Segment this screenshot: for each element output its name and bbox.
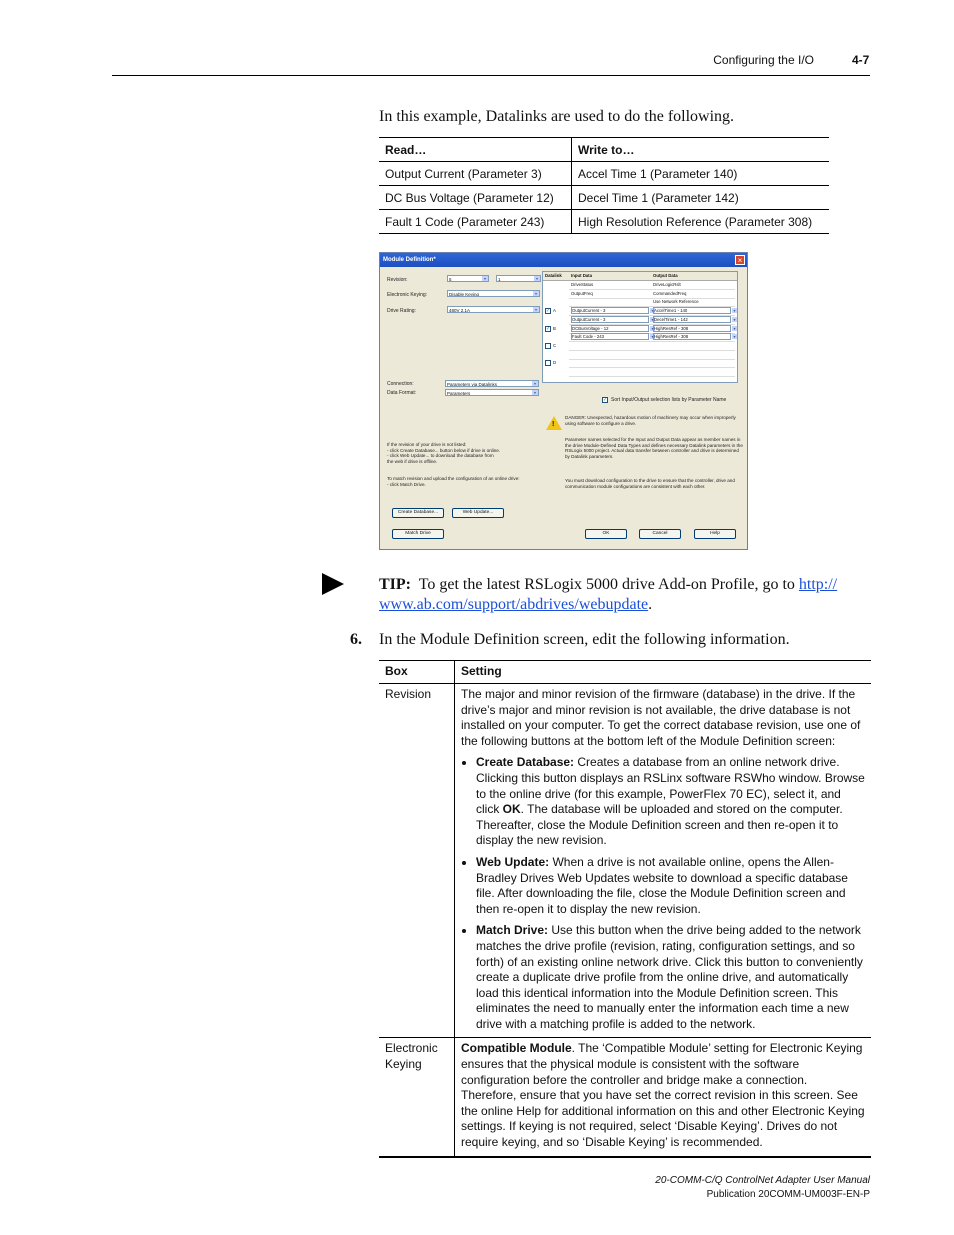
- box-keying: Electronic Keying: [379, 1038, 455, 1157]
- format-select[interactable]: [445, 389, 539, 396]
- output-data-cell[interactable]: AccelTime1 - 140: [653, 307, 731, 314]
- connection-label: Connection:: [387, 381, 414, 387]
- cancel-button[interactable]: Cancel: [639, 529, 681, 539]
- read-write-table: [379, 137, 829, 234]
- col-header-setting: Setting: [455, 661, 872, 684]
- chevron-down-icon[interactable]: ▾: [733, 308, 736, 314]
- table-row: [379, 1038, 871, 1157]
- sort-checkbox[interactable]: ✓: [603, 397, 608, 403]
- bullet-bold: OK: [502, 802, 521, 817]
- danger-text: DANGER: Unexpected, hazardous motion of machinery may occur when improperly using software to configure a drive.: [565, 415, 736, 426]
- datalink-letter: D: [553, 360, 557, 366]
- datalink-grid: [542, 271, 738, 383]
- link-part-2: www.ab.com/support/abdrives/webupdate: [379, 596, 649, 613]
- connection-select[interactable]: [445, 380, 539, 387]
- link-part-1: http://: [798, 576, 838, 593]
- sort-label: Sort Input/Output selection lists by Parameter Name: [611, 397, 727, 403]
- chevron-down-icon[interactable]: ▾: [733, 334, 736, 340]
- table-cell: Fault 1 Code (Parameter 243): [379, 210, 572, 234]
- dialog-title: Module Definition*: [380, 253, 747, 267]
- table-cell: Output Current (Parameter 3): [379, 162, 572, 186]
- create-database-button[interactable]: Create Database...: [392, 508, 444, 518]
- help-revision-text: If the revision of your drive is not listed: - click Create Database... button below if drive is online. - click Web Update... to download the database from the web if drive is offline.: [387, 442, 501, 464]
- chevron-down-icon[interactable]: ▾: [733, 325, 736, 331]
- bullet-term: Web Update:: [476, 854, 550, 869]
- table-cell: High Resolution Reference (Parameter 308): [572, 210, 830, 234]
- grid-row-line: [569, 367, 735, 368]
- button-list: [461, 755, 865, 1032]
- table-row: [379, 186, 829, 210]
- grid-header-datalink: Datalink: [545, 273, 562, 278]
- bullet-term: Create Database:: [476, 755, 575, 770]
- running-header: Configuring the I/O: [713, 53, 814, 67]
- intro-text: In this example, Datalinks are used to do the following.: [379, 108, 735, 125]
- col-header-read: Read…: [379, 138, 572, 162]
- setting-keying: [455, 1038, 872, 1157]
- box-revision: Revision: [379, 684, 455, 1038]
- table-cell: Accel Time 1 (Parameter 140): [572, 162, 830, 186]
- col-header-write: Write to…: [572, 138, 830, 162]
- input-data-cell: OutputFreq: [571, 290, 593, 296]
- step-number: 6.: [350, 631, 362, 648]
- list-item: [476, 755, 865, 849]
- step-6: [350, 631, 790, 649]
- keying-select[interactable]: [447, 290, 540, 297]
- page-number: 4-7: [852, 53, 870, 67]
- input-data-cell[interactable]: OutputCurrent - 3: [571, 316, 649, 323]
- chevron-down-icon: ▾: [533, 390, 536, 395]
- close-icon[interactable]: ×: [735, 255, 745, 265]
- setting-revision: [455, 684, 872, 1038]
- revision-label: Revision:: [387, 277, 408, 283]
- table-row: [379, 210, 829, 234]
- chevron-down-icon: ▾: [534, 291, 537, 296]
- footer-manual: 20-COMM-C/Q ControlNet Adapter User Manual: [655, 1175, 870, 1186]
- grid-row-line: [569, 359, 735, 360]
- input-data-cell[interactable]: DCBusVoltage - 12: [571, 325, 649, 332]
- list-item: [476, 855, 865, 917]
- revision-minor-select[interactable]: [496, 275, 541, 282]
- box-setting-table: [379, 660, 871, 1158]
- table-row: [379, 162, 829, 186]
- input-data-cell: DriveStatus: [571, 282, 594, 287]
- bullet-text: Use this button when the drive being added to the network matches the drive profile (revision, rating, configuration settings, and so forth) of an existing online network drive. Click this button to conveniently create a duplicate drive profile from the online drive, and automatically load this identical information into the Module Definition screen. This eliminates the need to manually enter the information each time a new drive with a matching profile is added to the network.: [476, 923, 863, 1031]
- output-data-cell: CommandedFreq: [653, 290, 687, 296]
- chevron-down-icon: ▾: [483, 276, 486, 281]
- note-download: You must download configuration to the drive to ensure that the controller, drive and communication module configurations are consistent with each other.: [565, 478, 735, 489]
- datalink-checkbox[interactable]: ✓: [546, 308, 551, 315]
- bullet-text: When a drive is not available online, opens the Allen-Bradley Drives Web Updates website to download a specific database file. After downloading the file, close the Module Definition screen and then re-open it to display the new revision.: [476, 854, 848, 916]
- output-data-cell: Use Network Reference: [653, 299, 699, 305]
- tip-text: To get the latest RSLogix 5000 drive Add-on Profile, go to: [418, 576, 799, 593]
- footer-publication: Publication 20COMM-UM003F-EN-P: [706, 1189, 870, 1200]
- keying-label: Electronic Keying:: [387, 292, 428, 298]
- grid-row-line: [569, 341, 735, 342]
- revision-major-value: 5: [449, 277, 452, 282]
- bullet-text: Creates a database from an online network drive. Clicking this button displays an RSLinx software RSWho window. Browse to the online drive (for this example, PowerFlex 70 EC), select it, and click: [476, 755, 865, 817]
- help-match-text: To match revision and upload the configuration of an online drive: - click Match Drive.: [387, 476, 520, 487]
- tip-text-block: [379, 575, 871, 615]
- table-row: [379, 684, 871, 1038]
- output-data-cell[interactable]: DecelTime1 - 142: [653, 316, 731, 323]
- col-header-box: Box: [379, 661, 455, 684]
- grid-row-line: [569, 376, 735, 377]
- rating-value: 480V 2.1A: [449, 308, 471, 313]
- grid-header-output: Output Data: [653, 273, 678, 278]
- keying-term: Compatible Module: [461, 1041, 572, 1056]
- warning-mark: !: [552, 421, 555, 428]
- header-rule: [112, 75, 870, 76]
- output-data-cell: DriveLogicRslt: [653, 282, 681, 287]
- chevron-down-icon[interactable]: ▾: [651, 316, 654, 322]
- input-data-cell[interactable]: Fault Code - 243: [571, 333, 649, 340]
- input-data-cell[interactable]: OutputCurrent - 3: [571, 307, 649, 314]
- rating-select[interactable]: [447, 306, 540, 313]
- output-data-cell[interactable]: HighResRef - 308: [653, 325, 731, 332]
- chevron-down-icon[interactable]: ▾: [651, 325, 654, 331]
- tip-end: .: [648, 596, 653, 613]
- table-cell: DC Bus Voltage (Parameter 12): [379, 186, 572, 210]
- grid-row-line: [569, 350, 735, 351]
- tip-label: TIP:: [379, 576, 411, 593]
- grid-header-input: Input Data: [571, 273, 593, 278]
- datalink-checkbox[interactable]: [545, 360, 551, 366]
- connection-value: Parameters via Datalinks: [447, 382, 498, 387]
- chevron-down-icon[interactable]: ▾: [651, 334, 654, 340]
- match-drive-button[interactable]: Match Drive: [392, 529, 444, 539]
- keying-value: Disable Keying: [449, 292, 480, 297]
- format-value: Parameters: [447, 391, 471, 396]
- bullet-text: . The database will be uploaded and stored on the computer. Thereafter, close the Module Definition screen and then re-open it to display the new revision.: [476, 802, 843, 848]
- list-item: [476, 923, 865, 1032]
- step-text: In the Module Definition screen, edit the following information.: [379, 631, 790, 648]
- ok-button[interactable]: OK: [585, 529, 627, 539]
- output-data-cell[interactable]: HighResRef - 308: [653, 333, 731, 340]
- help-button[interactable]: Help: [694, 529, 736, 539]
- rating-label: Drive Rating:: [387, 308, 416, 314]
- note-parameters: Parameter names selected for the Input and Output Data appear as member names in the drive Module-Defined Data Types and defines necessary Datalink parameters in the RSLogix 5000 project. Actual data transfer between controller and drive is determined by Datalink parameters.: [565, 437, 743, 459]
- chevron-down-icon[interactable]: ▾: [651, 308, 654, 314]
- datalink-letter: B: [553, 325, 556, 331]
- datalink-checkbox[interactable]: [545, 343, 551, 349]
- chevron-down-icon[interactable]: ▾: [733, 316, 736, 322]
- bullet-term: Match Drive:: [476, 923, 549, 938]
- module-definition-dialog: [379, 252, 748, 550]
- revision-minor-value: 1: [498, 277, 501, 282]
- table-cell: Decel Time 1 (Parameter 142): [572, 186, 830, 210]
- chevron-down-icon: ▾: [534, 307, 537, 312]
- datalink-letter: C: [553, 342, 557, 348]
- revision-major-select[interactable]: [447, 275, 489, 282]
- datalink-checkbox[interactable]: ✓: [546, 325, 551, 332]
- chevron-down-icon: ▾: [533, 381, 536, 386]
- web-update-button[interactable]: Web Update...: [452, 508, 504, 518]
- revision-description: The major and minor revision of the firmware (database) in the drive. If the drive’s major and minor revision is not available, the drive database is not installed on your computer. To get the correct database revision, use one of the following buttons at the bottom left of the Module Definition screen:: [461, 687, 861, 748]
- keying-description: . The ‘Compatible Module’ setting for Electronic Keying ensures that the physical module is consistent with the software configuration before the controller and bridge make a connection. Therefore, ensure that you have set the correct revision in this screen. See the online Help for additional information on this and other Electronic Keying settings. If keying is not required, select ‘Disable Keying’. Drives do not require keying, and so ‘Disable Keying’ is recommended.: [461, 1041, 865, 1150]
- datalink-letter: A: [553, 308, 556, 314]
- tip-arrow-icon: [322, 573, 344, 595]
- chevron-down-icon: ▾: [535, 276, 538, 281]
- format-label: Data Format:: [387, 390, 417, 396]
